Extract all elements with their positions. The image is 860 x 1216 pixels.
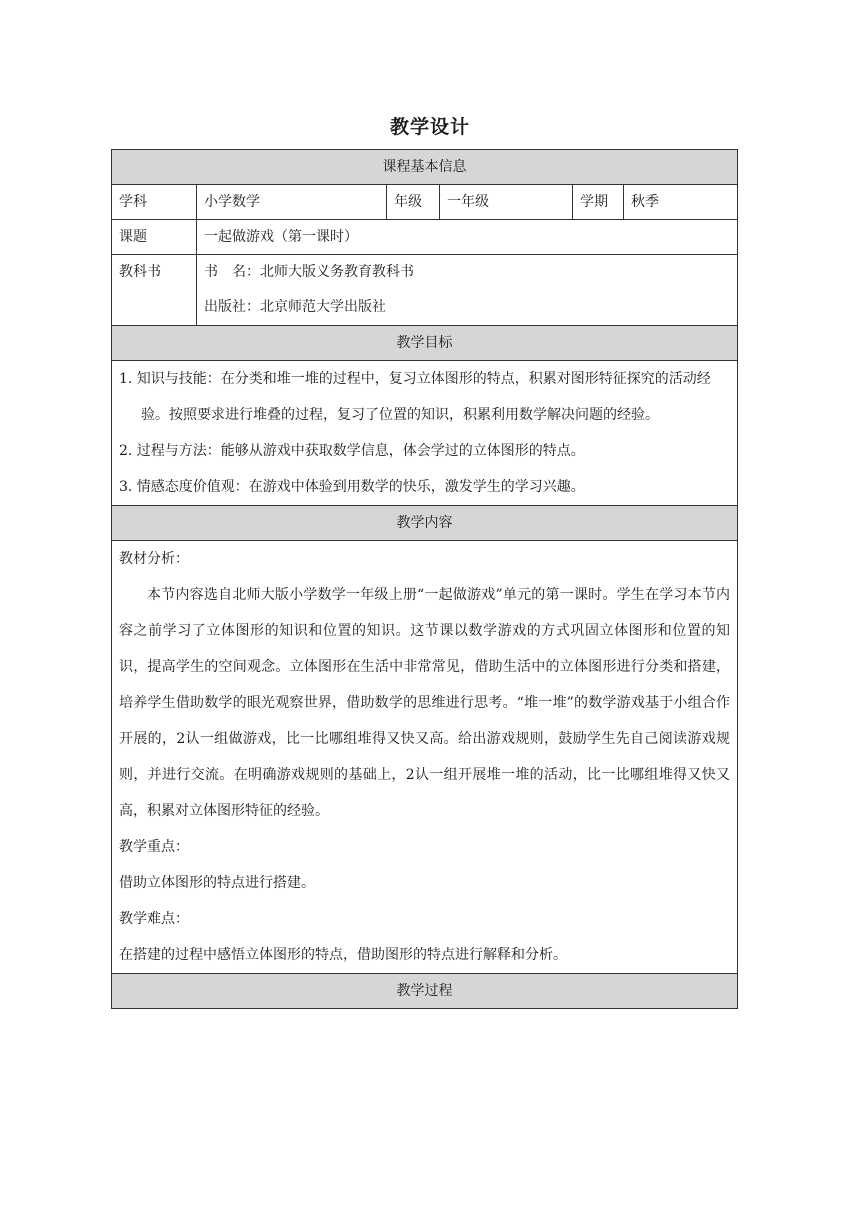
grade-value: 一年级 bbox=[440, 185, 573, 220]
term-value: 秋季 bbox=[624, 185, 738, 220]
objectives-heading: 教学目标 bbox=[112, 326, 738, 361]
textbook-label-cell bbox=[112, 255, 197, 326]
objectives-cell bbox=[112, 361, 738, 506]
content-heading: 教学内容 bbox=[112, 506, 738, 541]
section-header-basic-info bbox=[112, 150, 738, 185]
page-title: 教学设计 bbox=[389, 116, 470, 138]
analysis-text: 本节内容选自北师大版小学数学一年级上册“一起做游戏”单元的第一课时。学生在学习本节内容之前学习了立体图形的知识和位置的知识。这节课以数学游戏的方式巩固立体图形和位置的知识，提高学生的空间观念。立体图形在生活中非常常见，借助生活中的立体图形进行分类和搭建，培养学生借助数学的眼光观察世界，借助数学的思维进行思考。“堆一堆”的数学游戏基于小组合作开展的，2认一组做游戏，比一比哪组堆得又快又高。给出游戏规则，鼓励学生先自己阅读游戏规则，并进行交流。在明确游戏规则的基础上，2认一组开展堆一堆的活动，比一比哪组堆得又快又高，积累对立体图形特征的经验。 bbox=[119, 587, 731, 819]
difficulty-label: 教学难点： bbox=[119, 911, 189, 927]
grade-label: 年级 bbox=[387, 185, 440, 220]
topic-row bbox=[112, 220, 738, 255]
objective-item: 1. 知识与技能：在分类和堆一堆的过程中，复习立体图形的特点，积累对图形特征探究的活动经验。按照要求进行堆叠的过程，复习了位置的知识，积累利用数学解决问题的经验。 bbox=[119, 371, 711, 423]
process-heading: 教学过程 bbox=[112, 974, 738, 1009]
subject-label: 学科 bbox=[112, 185, 197, 220]
key-point-text: 借助立体图形的特点进行搭建。 bbox=[119, 875, 315, 891]
textbook-value-cell bbox=[197, 255, 738, 326]
textbook-label: 教科书 bbox=[119, 264, 161, 280]
content-row bbox=[112, 541, 738, 974]
analysis-label: 教材分析： bbox=[119, 551, 189, 567]
publisher: 出版社：北京师范大学出版社 bbox=[204, 299, 386, 315]
subject-value: 小学数学 bbox=[197, 185, 387, 220]
subject-row bbox=[112, 185, 738, 220]
section-header-process bbox=[112, 974, 738, 1009]
lesson-plan-table bbox=[111, 149, 738, 1009]
textbook-row bbox=[112, 255, 738, 326]
difficulty-text: 在搭建的过程中感悟立体图形的特点，借助图形的特点进行解释和分析。 bbox=[119, 947, 567, 963]
key-point-label: 教学重点： bbox=[119, 839, 189, 855]
objective-item: 2. 过程与方法：能够从游戏中获取数学信息，体会学过的立体图形的特点。 bbox=[119, 443, 585, 459]
topic-value: 一起做游戏（第一课时） bbox=[197, 220, 738, 255]
section-header-content bbox=[112, 506, 738, 541]
term-label: 学期 bbox=[573, 185, 624, 220]
book-name: 书 名：北师大版义务教育教科书 bbox=[204, 264, 414, 280]
basic-info-heading: 课程基本信息 bbox=[112, 150, 738, 185]
topic-label: 课题 bbox=[112, 220, 197, 255]
objective-item: 3. 情感态度价值观：在游戏中体验到用数学的快乐，激发学生的学习兴趣。 bbox=[119, 479, 585, 495]
section-header-objectives bbox=[112, 326, 738, 361]
content-cell bbox=[112, 541, 738, 974]
objectives-row bbox=[112, 361, 738, 506]
